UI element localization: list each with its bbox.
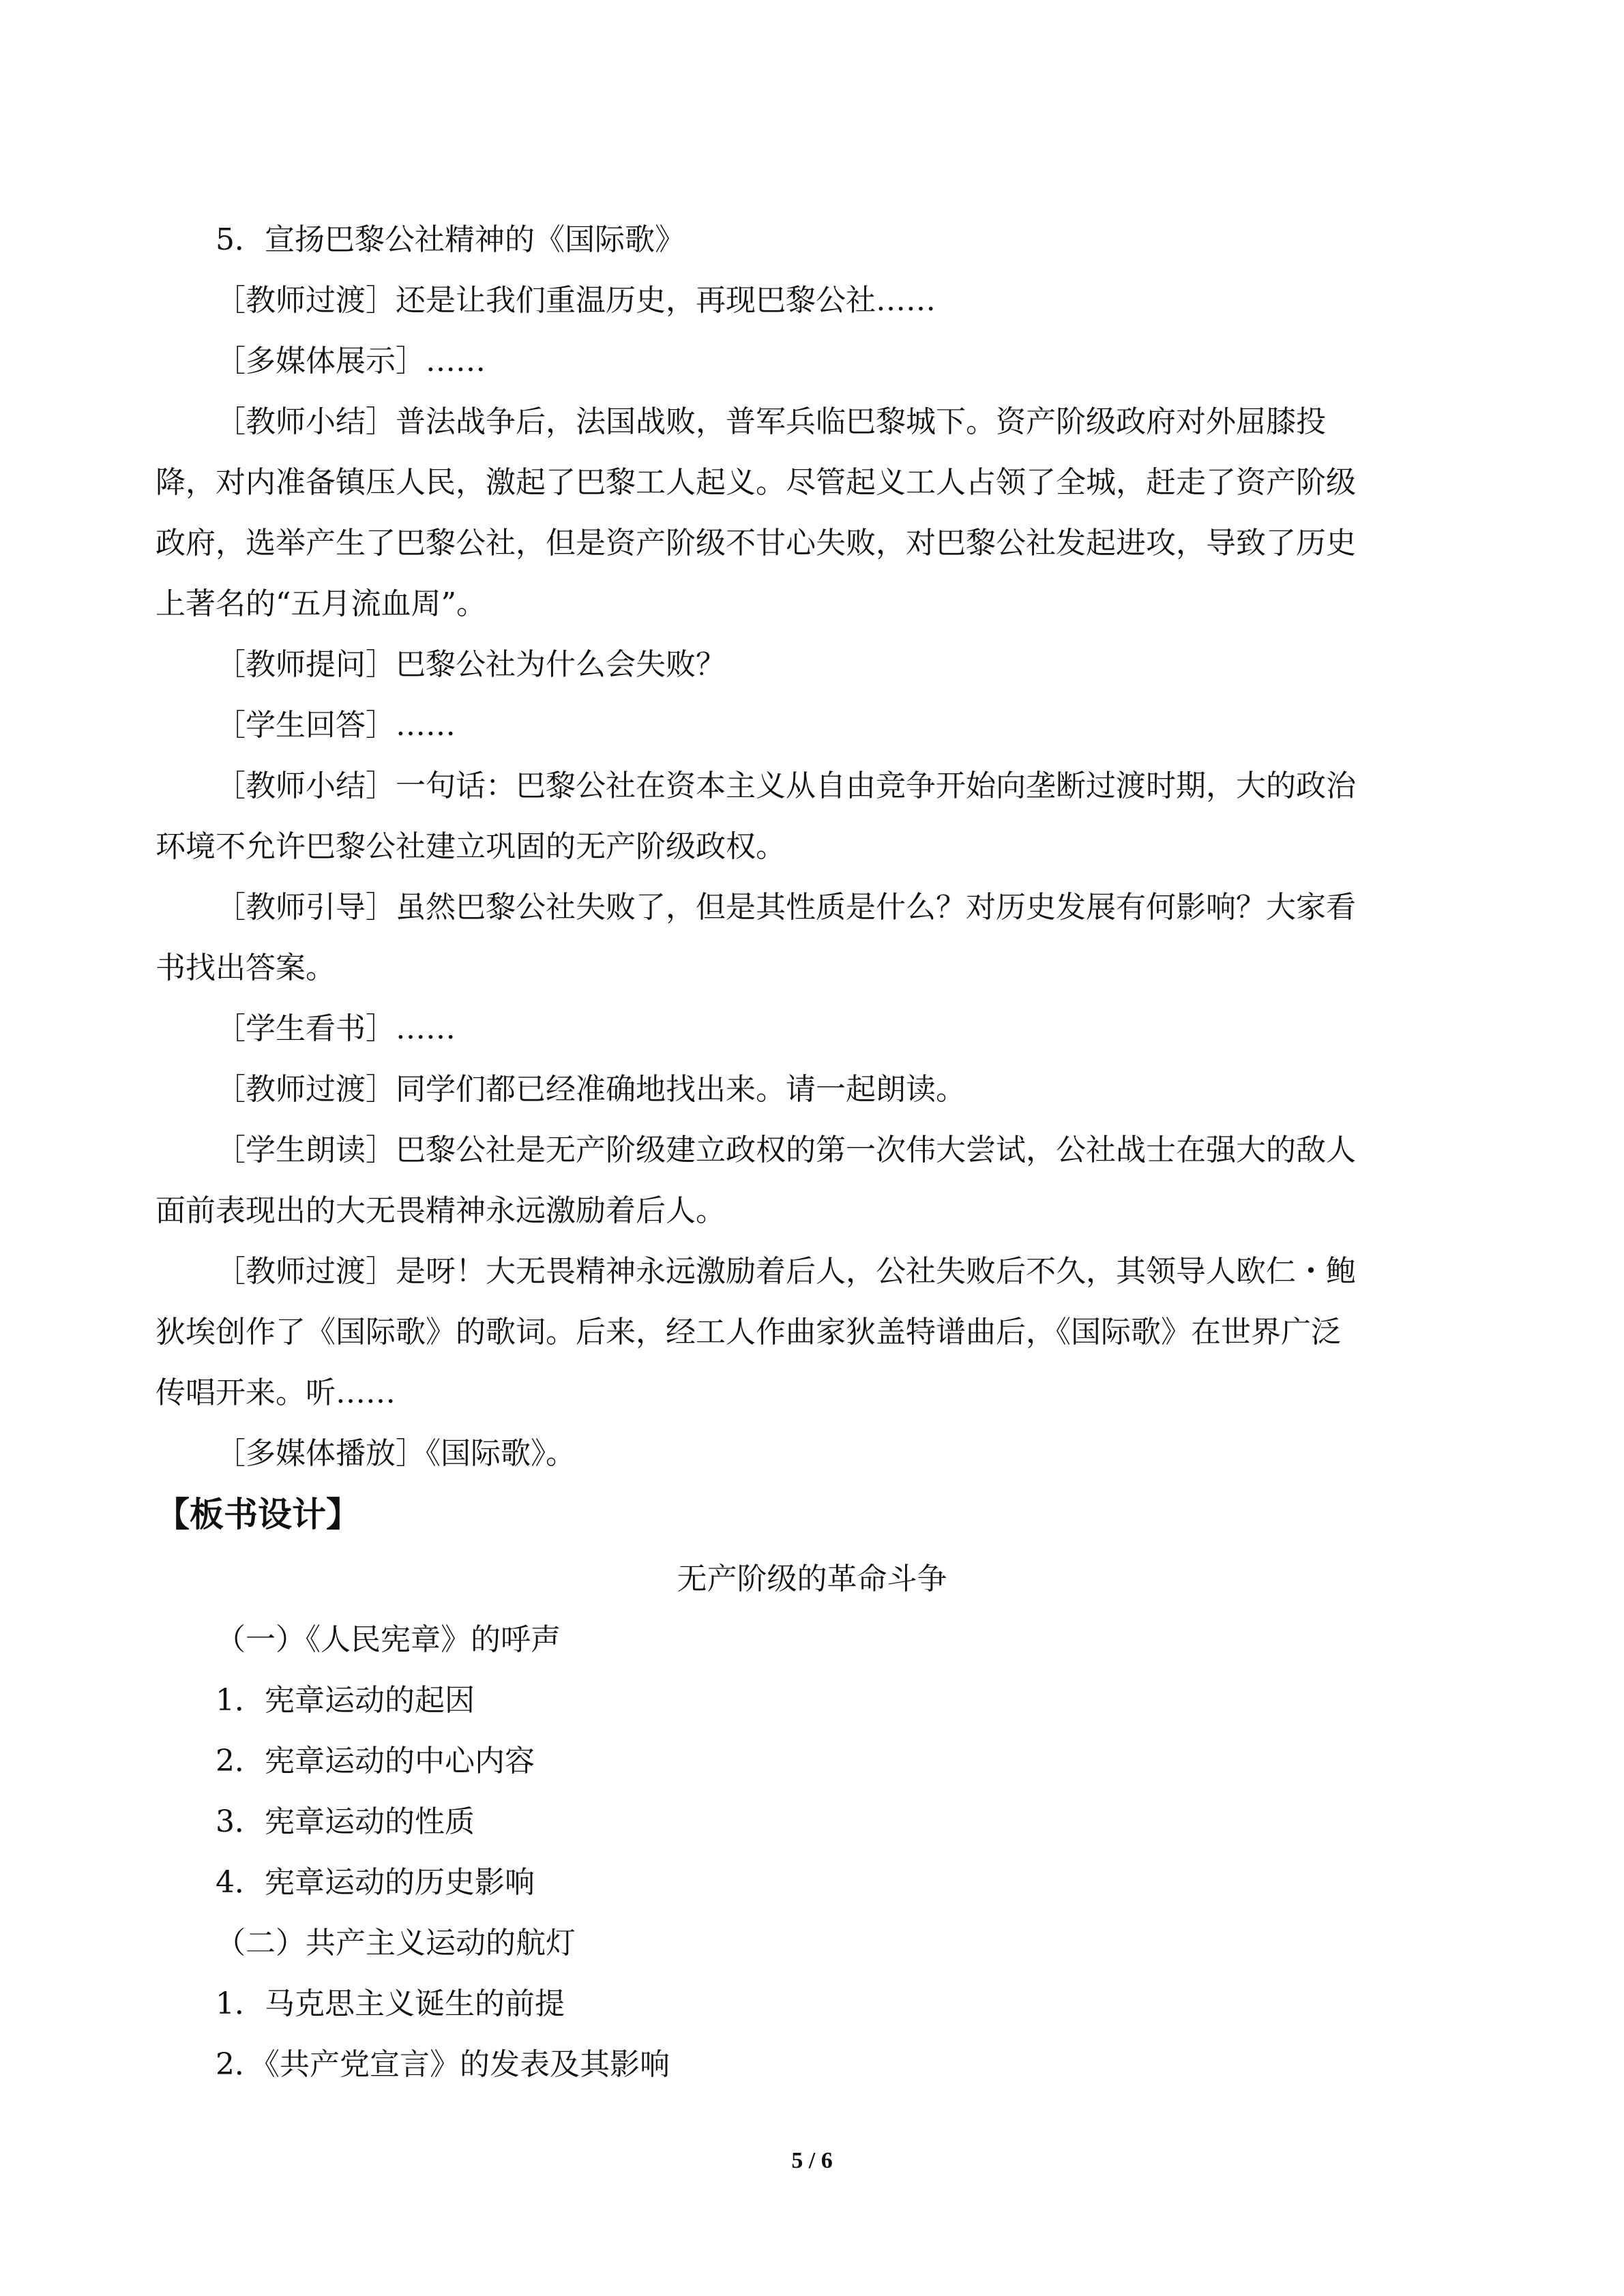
paragraph-line: 上著名的“五月流血周”。 (156, 586, 486, 621)
item-heading-5: 5．宣扬巴黎公社精神的《国际歌》 (216, 222, 685, 257)
paragraph-line: 书找出答案。 (156, 951, 336, 985)
paragraph-line: ［学生看书］…… (216, 1011, 456, 1046)
paragraph-line: ［多媒体播放］《国际歌》。 (216, 1436, 576, 1471)
paragraph-line: ［学生朗读］巴黎公社是无产阶级建立政权的第一次伟大尝试，公社战士在强大的敌人 (216, 1133, 1356, 1167)
section-heading: 【板书设计】 (156, 1494, 360, 1534)
paragraph-line: ［教师过渡］还是让我们重温历史，再现巴黎公社…… (216, 283, 936, 318)
paragraph-line: ［教师小结］普法战争后，法国战败，普军兵临巴黎城下。资产阶级政府对外屈膝投 (216, 404, 1326, 439)
paragraph-line: ［多媒体展示］…… (216, 344, 486, 378)
board-title: 无产阶级的革命斗争 (677, 1562, 947, 1596)
board-item: 2．宪章运动的中心内容 (216, 1744, 535, 1778)
paragraph-line: 降，对内准备镇压人民，激起了巴黎工人起义。尽管起义工人占领了全城，赶走了资产阶级 (156, 465, 1356, 500)
board-item: 2．《共产党宣言》的发表及其影响 (216, 2047, 670, 2082)
paragraph-line: ［学生回答］…… (216, 708, 456, 743)
paragraph-line: 传唱开来。听…… (156, 1375, 396, 1410)
page-number: 5 / 6 (791, 2148, 833, 2173)
paragraph-line: ［教师提问］巴黎公社为什么会失败？ (216, 647, 726, 682)
paragraph-line: 狄埃创作了《国际歌》的歌词。后来，经工人作曲家狄盖特谱曲后，《国际歌》在世界广泛 (156, 1315, 1341, 1350)
paragraph-line: 面前表现出的大无畏精神永远激励着后人。 (156, 1193, 726, 1228)
paragraph-line: ［教师引导］虽然巴黎公社失败了，但是其性质是什么？对历史发展有何影响？大家看 (216, 890, 1356, 925)
paragraph-line: ［教师过渡］是呀！大无畏精神永远激励着后人，公社失败后不久，其领导人欧仁・鲍 (216, 1254, 1356, 1289)
board-item: 1．马克思主义诞生的前提 (216, 1986, 565, 2021)
board-item: 4．宪章运动的历史影响 (216, 1865, 535, 1900)
paragraph-line: 环境不允许巴黎公社建立巩固的无产阶级政权。 (156, 829, 786, 864)
paragraph-line: ［教师小结］一句话：巴黎公社在资本主义从自由竞争开始向垄断过渡时期，大的政治 (216, 769, 1356, 803)
board-item: （一）《人民宪章》的呼声 (216, 1622, 561, 1657)
board-item: （二）共产主义运动的航灯 (216, 1926, 576, 1960)
paragraph-line: 政府，选举产生了巴黎公社，但是资产阶级不甘心失败，对巴黎公社发起进攻，导致了历史 (156, 526, 1356, 561)
board-item: 1．宪章运动的起因 (216, 1683, 475, 1718)
paragraph-line: ［教师过渡］同学们都已经准确地找出来。请一起朗读。 (216, 1072, 966, 1107)
board-item: 3．宪章运动的性质 (216, 1804, 475, 1839)
